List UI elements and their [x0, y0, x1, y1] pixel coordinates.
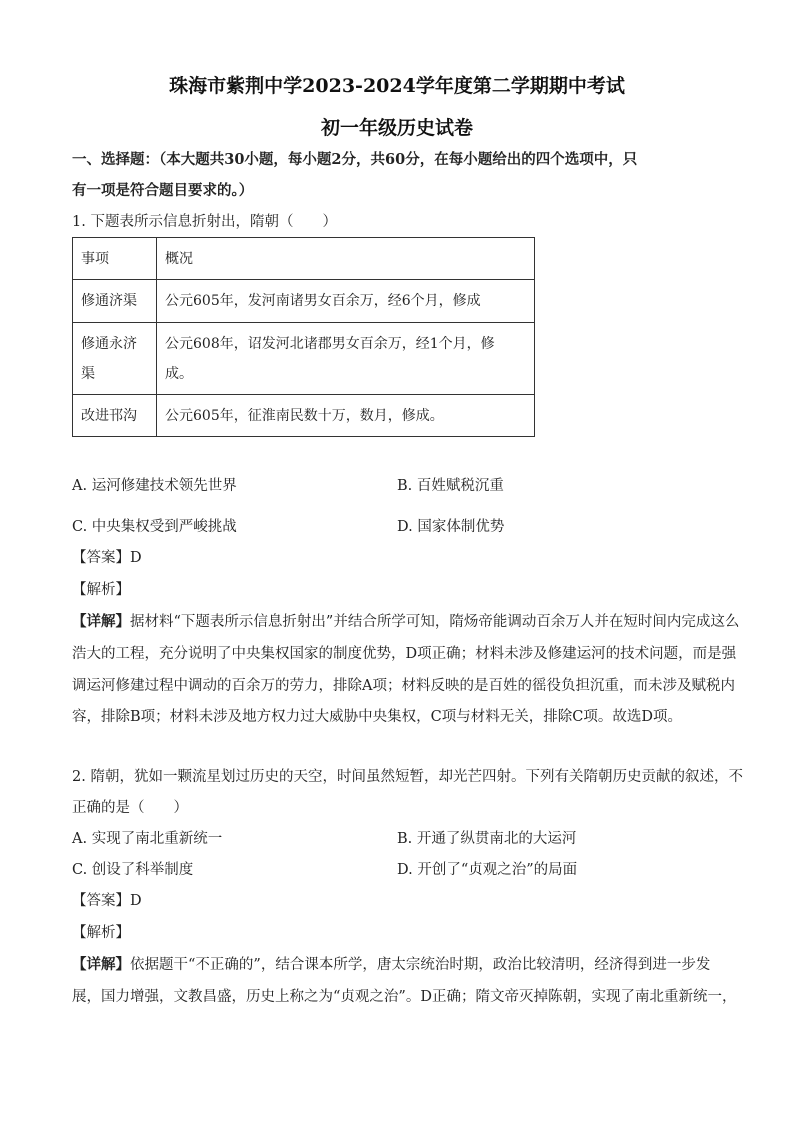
table-cell-desc: 公元605年，征淮南民数十万，数月，修成。 [157, 395, 535, 437]
q2-detail-line [72, 955, 732, 975]
q1-detail-text: 据材料“下题表所示信息折射出”并结合所学可知，隋炀帝能调动百余万人并在短时间内完成这么 [130, 614, 740, 630]
table-cell-item-line: 渠 [81, 365, 95, 382]
q1-option-b: B. 百姓赋税沉重 [397, 478, 504, 494]
table-cell-item: 改进邗沟 [73, 395, 157, 437]
table-cell-desc-line: 成。 [165, 365, 193, 382]
q1-stem: 1. 下题表所示信息折射出，隋朝（ ） [72, 214, 337, 230]
table-header-row [73, 238, 535, 280]
q2-detail-text: 依据题干“不正确的”，结合课本所学，唐太宗统治时期，政治比较清明，经济得到进一步发 [130, 957, 711, 973]
q2-detail-line: 展，国力增强，文教昌盛，历史上称之为“贞观之治”。D正确；隋文帝灭掉陈朝，实现了南北重新统一， [72, 989, 737, 1005]
q1-option-d: D. 国家体制优势 [397, 519, 505, 535]
q2-stem-line1: 2. 隋朝，犹如一颗流星划过历史的天空，时间虽然短暂，却光芒四射。下列有关隋朝历史贡献的叙述，不 [72, 769, 743, 785]
table-cell-desc [157, 323, 535, 395]
q1-detail-line: 浩大的工程，充分说明了中央集权国家的制度优势，D项正确；材料未涉及修建运河的技术问题，而是强 [72, 646, 737, 662]
q1-detail-tag: 【详解】 [72, 613, 130, 630]
exam-subtitle: 初一年级历史试卷 [320, 117, 473, 139]
q2-analysis-label: 【解析】 [72, 925, 130, 941]
q2-answer: 【答案】D [72, 893, 142, 909]
table-cell-item-line: 修通永济 [81, 335, 137, 352]
table-row [73, 280, 535, 323]
table-cell-desc-line: 公元608年，诏发河北诸郡男女百余万，经1个月，修 [165, 335, 495, 352]
q2-option-d: D. 开创了“贞观之治”的局面 [397, 862, 578, 878]
table-cell-item: 修通济渠 [73, 280, 157, 323]
table-cell-desc: 公元605年，发河南诸男女百余万，经6个月，修成 [157, 280, 535, 323]
section-heading-line1: 一、选择题：（本大题共30小题，每小题2分，共60分，在每小题给出的四个选项中，只 [72, 151, 638, 168]
q2-option-a: A. 实现了南北重新统一 [72, 831, 223, 847]
table-header-desc: 概况 [157, 238, 535, 280]
table-row [73, 395, 535, 437]
table-row [73, 323, 535, 395]
q1-detail-line: 调运河修建过程中调动的百余万的劳力，排除A项；材料反映的是百姓的徭役负担沉重，而未涉及赋税内 [72, 678, 735, 694]
q1-option-c: C. 中央集权受到严峻挑战 [72, 519, 237, 535]
q1-analysis-label: 【解析】 [72, 582, 130, 598]
q1-option-a: A. 运河修建技术领先世界 [72, 478, 237, 494]
q2-stem-line2: 正确的是（ ） [72, 800, 188, 816]
q2-option-b: B. 开通了纵贯南北的大运河 [397, 831, 577, 847]
q1-answer: 【答案】D [72, 550, 142, 566]
q1-detail-line [72, 612, 740, 632]
q1-detail-line: 容，排除B项；材料未涉及地方权力过大威胁中央集权，C项与材料无关，排除C项。故选D项。 [72, 709, 682, 725]
exam-title: 珠海市紫荆中学2023-2024学年度第二学期期中考试 [169, 75, 625, 97]
q2-option-c: C. 创设了科举制度 [72, 862, 194, 878]
q2-detail-tag: 【详解】 [72, 956, 130, 973]
table-cell-item [73, 323, 157, 395]
section-heading-line2: 有一项是符合题目要求的。） [72, 182, 254, 199]
table-header-item: 事项 [73, 238, 157, 280]
q1-table [72, 237, 535, 437]
